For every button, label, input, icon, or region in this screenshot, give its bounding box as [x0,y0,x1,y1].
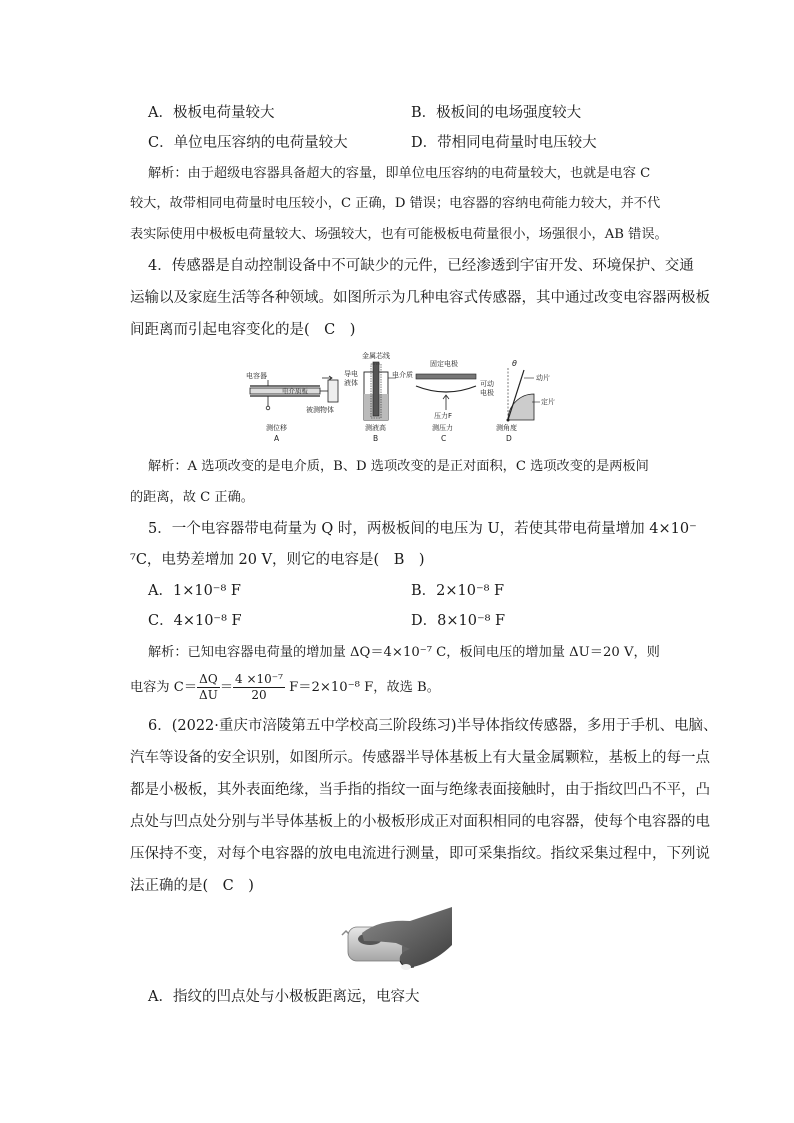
a-caption: 测位移 [266,424,287,432]
q5-option-c: C．4×10⁻⁸ F [148,613,242,629]
c-force-label: 压力F [434,412,453,420]
q3-solution-line-1: 解析：由于超级电容器具备超大的容量，即单位电压容纳的电荷量较大，也就是电容 C [148,166,651,181]
equals-sign: ＝ [219,680,234,695]
sensor-a [246,371,338,443]
q3-solution-line-2: 较大，故带相同电荷量时电压较小，C 正确，D 错误；电容器的容纳电荷能力较大，并不代 [130,196,661,211]
q6-stem-line-1: 6．(2022·重庆市涪陵第五中学校高三阶段练习)半导体指纹传感器，多用于手机、电脑、 [148,718,718,734]
q5-stem-line-1: 5．一个电容器带电荷量为 Q 时，两极板间的电压为 U，若使其带电荷量增加 4×10⁻ [148,521,697,537]
q5-option-a: A．1×10⁻⁸ F [148,583,241,599]
q4-solution-line-2: 的距离，故 C 正确。 [130,490,254,505]
q5-stem-line-2: ⁷C，电势差增加 20 V，则它的电容是( B ) [130,552,425,568]
b-liquid-label-1: 导电 [344,370,358,378]
q3-solution-line-3: 表实际使用中极板电荷量较大、场强较大，也有可能极板电荷量很小，场强很小，AB 错误。 [130,227,668,242]
delta-q-over-delta-u [197,672,220,703]
d-moving-label: 动片 [536,374,550,382]
q5-solution-line-1: 解析：已知电容器电荷量的增加量 ΔQ＝4×10⁻⁷ C，板间电压的增加量 ΔU＝20 V，则 [148,645,660,660]
q6-stem-line-6: 法正确的是( C ) [130,878,254,894]
q3-option-c: C．单位电压容纳的电荷量较大 [148,135,348,151]
b-caption: 测液高 [365,424,386,432]
q6-stem-line-5: 压保持不变，对每个电容器的放电电流进行测量，即可采集指纹。指纹采集过程中，下列说 [130,846,710,862]
frac1-denominator: ΔU [199,688,218,702]
sensor-d [496,359,555,443]
value-fraction [233,672,285,703]
a-letter: A [274,434,280,443]
q5-solution-suffix: F＝2×10⁻⁸ F，故选 B。 [284,680,440,695]
q4-stem-line-3: 间距离而引起电容变化的是( C ) [130,322,356,338]
q5-option-d: D．8×10⁻⁸ F [411,613,506,629]
sensor-c [416,359,494,443]
a-dielectric-label: 电介质板 [282,387,308,395]
q5-option-b: B．2×10⁻⁸ F [411,583,505,599]
frac1-numerator: ΔQ [197,672,220,688]
q4-stem-line-2: 运输以及家庭生活等各种领域。如图所示为几种电容式传感器，其中通过改变电容器两极板 [130,290,710,306]
c-caption: 测压力 [432,424,453,432]
c-movable-label-2: 电极 [480,389,494,397]
q3-option-b: B．极板间的电场强度较大 [411,105,582,121]
q6-option-a: A．指纹的凹点处与小极板距离远，电容大 [148,989,420,1005]
b-letter: B [373,434,379,443]
q5-solution-prefix: 电容为 C＝ [130,680,198,695]
c-letter: C [441,434,447,443]
frac2-denominator: 20 [251,688,267,702]
q4-stem-line-1: 4．传感器是自动控制设备中不可缺少的元件，已经渗透到宇宙开发、环境保护、交通 [148,258,694,274]
a-capacitor-label: 电容器 [246,372,267,380]
q6-stem-line-4: 点处与凹点处分别与半导体基板上的小极板形成正对面积相同的电容器，使每个电容器的电 [130,814,710,830]
a-object-label: 被测物体 [306,406,334,414]
frac2-numerator: 4 ×10⁻⁷ [235,672,283,686]
q5-solution-line-2 [130,672,440,703]
q4-solution-line-1: 解析：A 选项改变的是电介质，B、D 选项改变的是正对面积，C 选项改变的是两板间 [148,459,649,474]
capacitive-sensors-figure [240,350,560,446]
q6-stem-line-2: 汽车等设备的安全识别，如图所示。传感器半导体基板上有大量金属颗粒，基板上的每一点 [130,750,710,766]
d-fixed-label: 定片 [541,398,555,406]
q3-option-d: D．带相同电荷量时电压较大 [411,135,597,151]
c-fixed-label: 固定电极 [430,360,458,368]
d-theta-label: θ [512,359,517,368]
d-letter: D [506,434,512,443]
d-caption: 测角度 [496,424,517,432]
b-dielectric-label: 电介质 [392,371,413,379]
q3-option-a: A．极板电荷量较大 [148,105,275,121]
fingerprint-sensor-illustration [340,905,455,975]
sensors-diagram [240,350,560,446]
q6-stem-line-3: 都是小极板，其外表面绝缘，当手指的指纹一面与绝缘表面接触时，由于指纹凹凸不平，凸 [130,782,710,798]
sensor-b [344,351,413,443]
c-movable-label-1: 可动 [480,380,494,388]
fingerprint-sensor-figure [340,905,455,975]
b-liquid-label-2: 液体 [344,379,358,387]
b-core-label: 金属芯线 [362,352,390,360]
